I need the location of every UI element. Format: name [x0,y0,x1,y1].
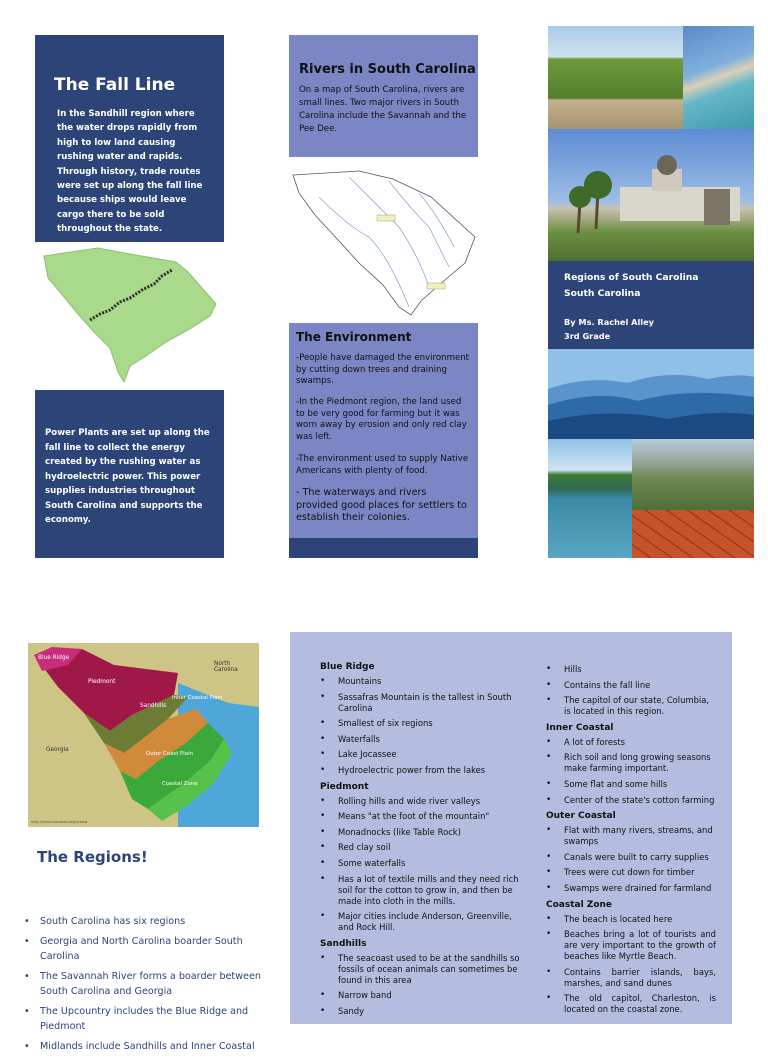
power-plants-text: Power Plants are set up along the fall line to collect the energy created by the rushing water as hydroelectric power. This power supplies industries throughout South Carolina and supports the economy. [45,428,210,525]
rivers-map-image [289,167,478,319]
list-item: • Rolling hills and wide river valleys [320,796,520,807]
list-item: • Smallest of six regions [320,718,520,729]
fall-line-panel [35,35,224,242]
section-heading: Inner Coastal [546,722,614,733]
regions-map-image [28,643,259,827]
map-label-sandhills: Sandhills [140,703,167,709]
fall-line-text: In the Sandhill region where the water drops rapidly from high to low land causing rushing water and rapids. Through history, trade routes were set up along the fall line because ships would leave cargo there to be sold throughout the state. [57,109,203,235]
map-label-georgia: Georgia [46,747,69,753]
list-item: • Sandy [320,1006,520,1017]
list-item: • Georgia and North Carolina boarder South Carolina [22,934,282,965]
environment-panel [289,323,478,558]
environment-bottom-bar [289,538,478,558]
list-item: • Some waterfalls [320,858,520,869]
environment-point: -In the Piedmont region, the land used to be very good for farming but it was worn away by erosion and only red clay was left. [296,397,467,442]
list-item: • Has a lot of textile mills and they need rich soil for the cotton to grow in, and then be made into cloth in the mills. [320,874,520,907]
cover-subtitle: South Carolina [564,288,641,299]
list-item: • The capitol of our state, Columbia, is located in this region. [546,695,716,717]
regions-intro-list [22,914,282,1059]
fall-line-title: The Fall Line [54,75,176,95]
list-item: • Contains the fall line [546,680,716,691]
list-item: • Means "at the foot of the mountain" [320,811,520,822]
list-item: • The old capitol, Charleston, is located on the coastal zone. [546,993,716,1015]
regions-detail-panel [290,632,732,1024]
list-item: • Red clay soil [320,842,520,853]
list-item: • Contains barrier islands, bays, marshes, and sand dunes [546,967,716,989]
map-label-blue-ridge: Blue Ridge [38,655,70,661]
map-label-coastal-zone: Coastal Zone [162,781,198,787]
list-item: • The seacoast used to be at the sandhills so fossils of ocean animals can sometimes be found in this area [320,953,520,986]
fall-line-map-image [38,244,220,384]
list-item: • Hills [546,664,716,675]
list-item: • Center of the state's cotton farming [546,795,716,806]
list-item: • Flat with many rivers, streams, and swamps [546,825,716,847]
list-item: • Mountains [320,676,520,687]
list-item: • The Savannah River forms a boarder between South Carolina and Georgia [22,969,282,1000]
section-heading: Coastal Zone [546,899,613,910]
mountains-photo [548,349,754,439]
list-item: • The Upcountry includes the Blue Ridge and Piedmont [22,1004,282,1035]
list-item: • The beach is located here [546,914,716,925]
lake-photo [548,439,632,558]
state-house-photo [548,129,754,261]
section-heading: Piedmont [320,781,369,792]
cover-grade: 3rd Grade [564,331,611,341]
cornfield-photo [548,26,683,129]
environment-title: The Environment [296,330,412,344]
list-item: • Sassafras Mountain is the tallest in South Carolina [320,692,520,714]
regions-left-column [320,659,520,1022]
regions-right-column [546,664,716,1020]
list-item: • Midlands include Sandhills and Inner Coastal [22,1039,282,1054]
cover-info-panel [548,261,754,349]
map-label-north-carolina: North Carolina [214,661,238,673]
beach-photo [683,26,754,129]
list-item: • Lake Jocassee [320,749,520,760]
section-heading: Sandhills [320,938,367,949]
environment-point: - The waterways and rivers provided good places for settlers to establish their colonies. [296,487,467,524]
list-item: • Canals were built to carry supplies [546,852,716,863]
map-credit: http://www.knowitall.org/scnow [31,820,88,824]
power-plants-panel [35,390,224,558]
cover-title: Regions of South Carolina [564,272,699,283]
rivers-panel [289,35,478,157]
list-item: • Waterfalls [320,734,520,745]
environment-point: -The environment used to supply Native Americans with plenty of food. [296,454,469,476]
list-item: • Rich soil and long growing seasons make farming important. [546,752,716,774]
list-item: • Swamps were drained for farmland [546,883,716,894]
map-label-outer-coastal: Outer Coast Plain [146,751,193,757]
list-item: • Beaches bring a lot of tourists and are very important to the growth of beaches like Myrtle Beach. [546,929,716,962]
section-heading: Blue Ridge [320,662,375,672]
rivers-text: On a map of South Carolina, rivers are small lines. Two major rivers in South Carolina include the Savannah and the Pee Dee. [299,85,467,134]
list-item: • Major cities include Anderson, Greenville, and Rock Hill. [320,911,520,933]
forest-photo [632,439,754,510]
list-item: • A lot of forests [546,737,716,748]
regions-heading: The Regions! [37,848,148,866]
list-item: • Monadnocks (like Table Rock) [320,827,520,838]
section-heading: Outer Coastal [546,811,616,822]
rivers-title: Rivers in South Carolina [299,62,476,77]
list-item: • Hydroelectric power from the lakes [320,765,520,776]
cover-author: By Ms. Rachel Alley [564,317,654,327]
list-item: • Some flat and some hills [546,779,716,790]
environment-point: -People have damaged the environment by cutting down trees and draining swamps. [296,353,470,387]
map-label-inner-coastal: Inner Coastal Plain [172,695,223,701]
map-label-piedmont: Piedmont [88,679,116,685]
cracked-clay-photo [632,510,754,558]
list-item: • South Carolina has six regions [22,914,282,929]
list-item: • Trees were cut down for timber [546,867,716,878]
list-item: • Narrow band [320,990,520,1001]
